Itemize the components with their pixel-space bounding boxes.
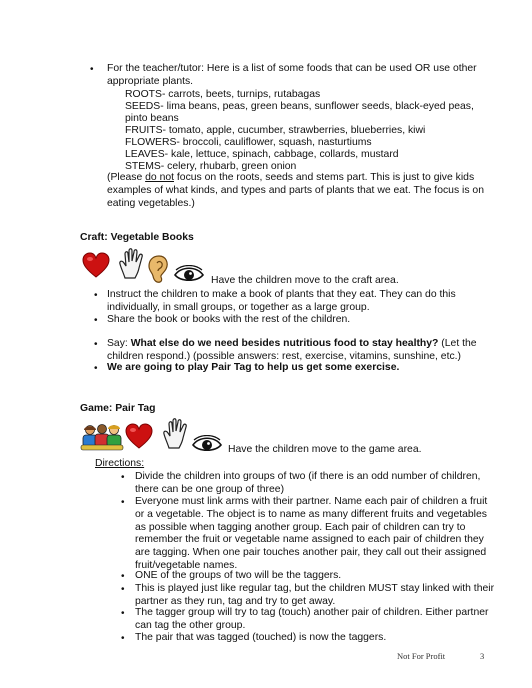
hand-icon xyxy=(163,418,189,450)
bullet-dot: • xyxy=(121,571,125,582)
eye-icon xyxy=(173,265,205,283)
food-line-roots: ROOTS- carrots, beets, turnips, rutabagas xyxy=(125,89,321,100)
bullet-dot: • xyxy=(90,64,94,75)
food-line-seeds-cont: pinto beans xyxy=(125,113,179,124)
do-not-underlined: do not xyxy=(145,172,175,183)
ear-icon xyxy=(147,254,171,284)
hand-icon xyxy=(119,248,145,280)
game-heading: Game: Pair Tag xyxy=(80,403,156,414)
page-number: 3 xyxy=(480,651,485,661)
food-line-leaves: LEAVES- kale, lettuce, spinach, cabbage, collards, mustard xyxy=(125,149,399,160)
bullet-dot: • xyxy=(121,472,125,483)
bullet-dot: • xyxy=(121,633,125,644)
food-line-fruits: FRUITS- tomato, apple, cucumber, strawberries, blueberries, kiwi xyxy=(125,125,426,136)
bullet-dot: • xyxy=(94,363,98,374)
say-healthy-question: Say: What else do we need besides nutritious food to stay healthy? (Let the children respond.) (possible answers: rest, exercise, vitamins, sunshine, etc.) xyxy=(107,338,477,362)
food-line-flowers: FLOWERS- broccoli, cauliflower, squash, nasturtiums xyxy=(125,137,372,148)
craft-heading: Craft: Vegetable Books xyxy=(80,232,194,243)
game-move-instruction: Have the children move to the game area. xyxy=(228,444,422,455)
pair-tag-intro: We are going to play Pair Tag to help us get some exercise. xyxy=(107,362,400,373)
bullet-dot: • xyxy=(121,497,125,508)
bullet-dot: • xyxy=(121,584,125,595)
heart-icon xyxy=(82,252,110,278)
directions-label: Directions: xyxy=(95,458,145,469)
direction-tag-pair: The tagger group will try to tag (touch) another pair of children. Either partner can tag the other group. xyxy=(135,607,489,631)
craft-instruction: Instruct the children to make a book of plants that they eat. They can do this individually, in small groups, or together as a large group. xyxy=(107,289,456,313)
direction-taggers: ONE of the groups of two will be the taggers. xyxy=(135,570,342,581)
direction-new-taggers: The pair that was tagged (touched) is now the taggers. xyxy=(135,632,387,643)
bullet-dot: • xyxy=(121,608,125,619)
bullet-dot: • xyxy=(94,290,98,301)
direction-divide-groups: Divide the children into groups of two (if there is an odd number of children, there can be one group of three) xyxy=(135,471,481,495)
teacher-note-focus: (Please do not focus on the roots, seeds and stems part. This is just to give kids examples of what kinds, and types and parts of plants that we eat. The focus is on eating vegetables.) xyxy=(107,172,484,209)
eye-icon xyxy=(191,435,223,453)
teacher-note-lead: For the teacher/tutor: Here is a list of some foods that can be used OR use other appropriate plants. xyxy=(107,63,477,87)
food-line-stems: STEMS- celery, rhubarb, green onion xyxy=(125,161,297,172)
craft-share: Share the book or books with the rest of the children. xyxy=(107,314,351,325)
bullet-dot: • xyxy=(94,315,98,326)
food-line-seeds: SEEDS- lima beans, peas, green beans, sunflower seeds, black-eyed peas, xyxy=(125,101,474,112)
footer-not-for-profit: Not For Profit xyxy=(397,651,446,661)
craft-move-instruction: Have the children move to the craft area. xyxy=(211,275,399,286)
children-group-icon xyxy=(80,423,124,451)
direction-link-arms: Everyone must link arms with their partner. Name each pair of children a fruit or a vegetable. The object is to name as many different fruits and vegetables as possible when tagging another group. Each pair of children can try to remember the fruit or vegetable name assigned to each pair of children they are tagging. When one pair touches another pair, they call out their assigned fruit/vegetable names. xyxy=(135,496,488,571)
direction-regular-tag: This is played just like regular tag, but the children MUST stay linked with their partner as they run, tag and try to get away. xyxy=(135,583,495,607)
bullet-dot: • xyxy=(94,339,98,350)
heart-icon xyxy=(125,423,153,449)
